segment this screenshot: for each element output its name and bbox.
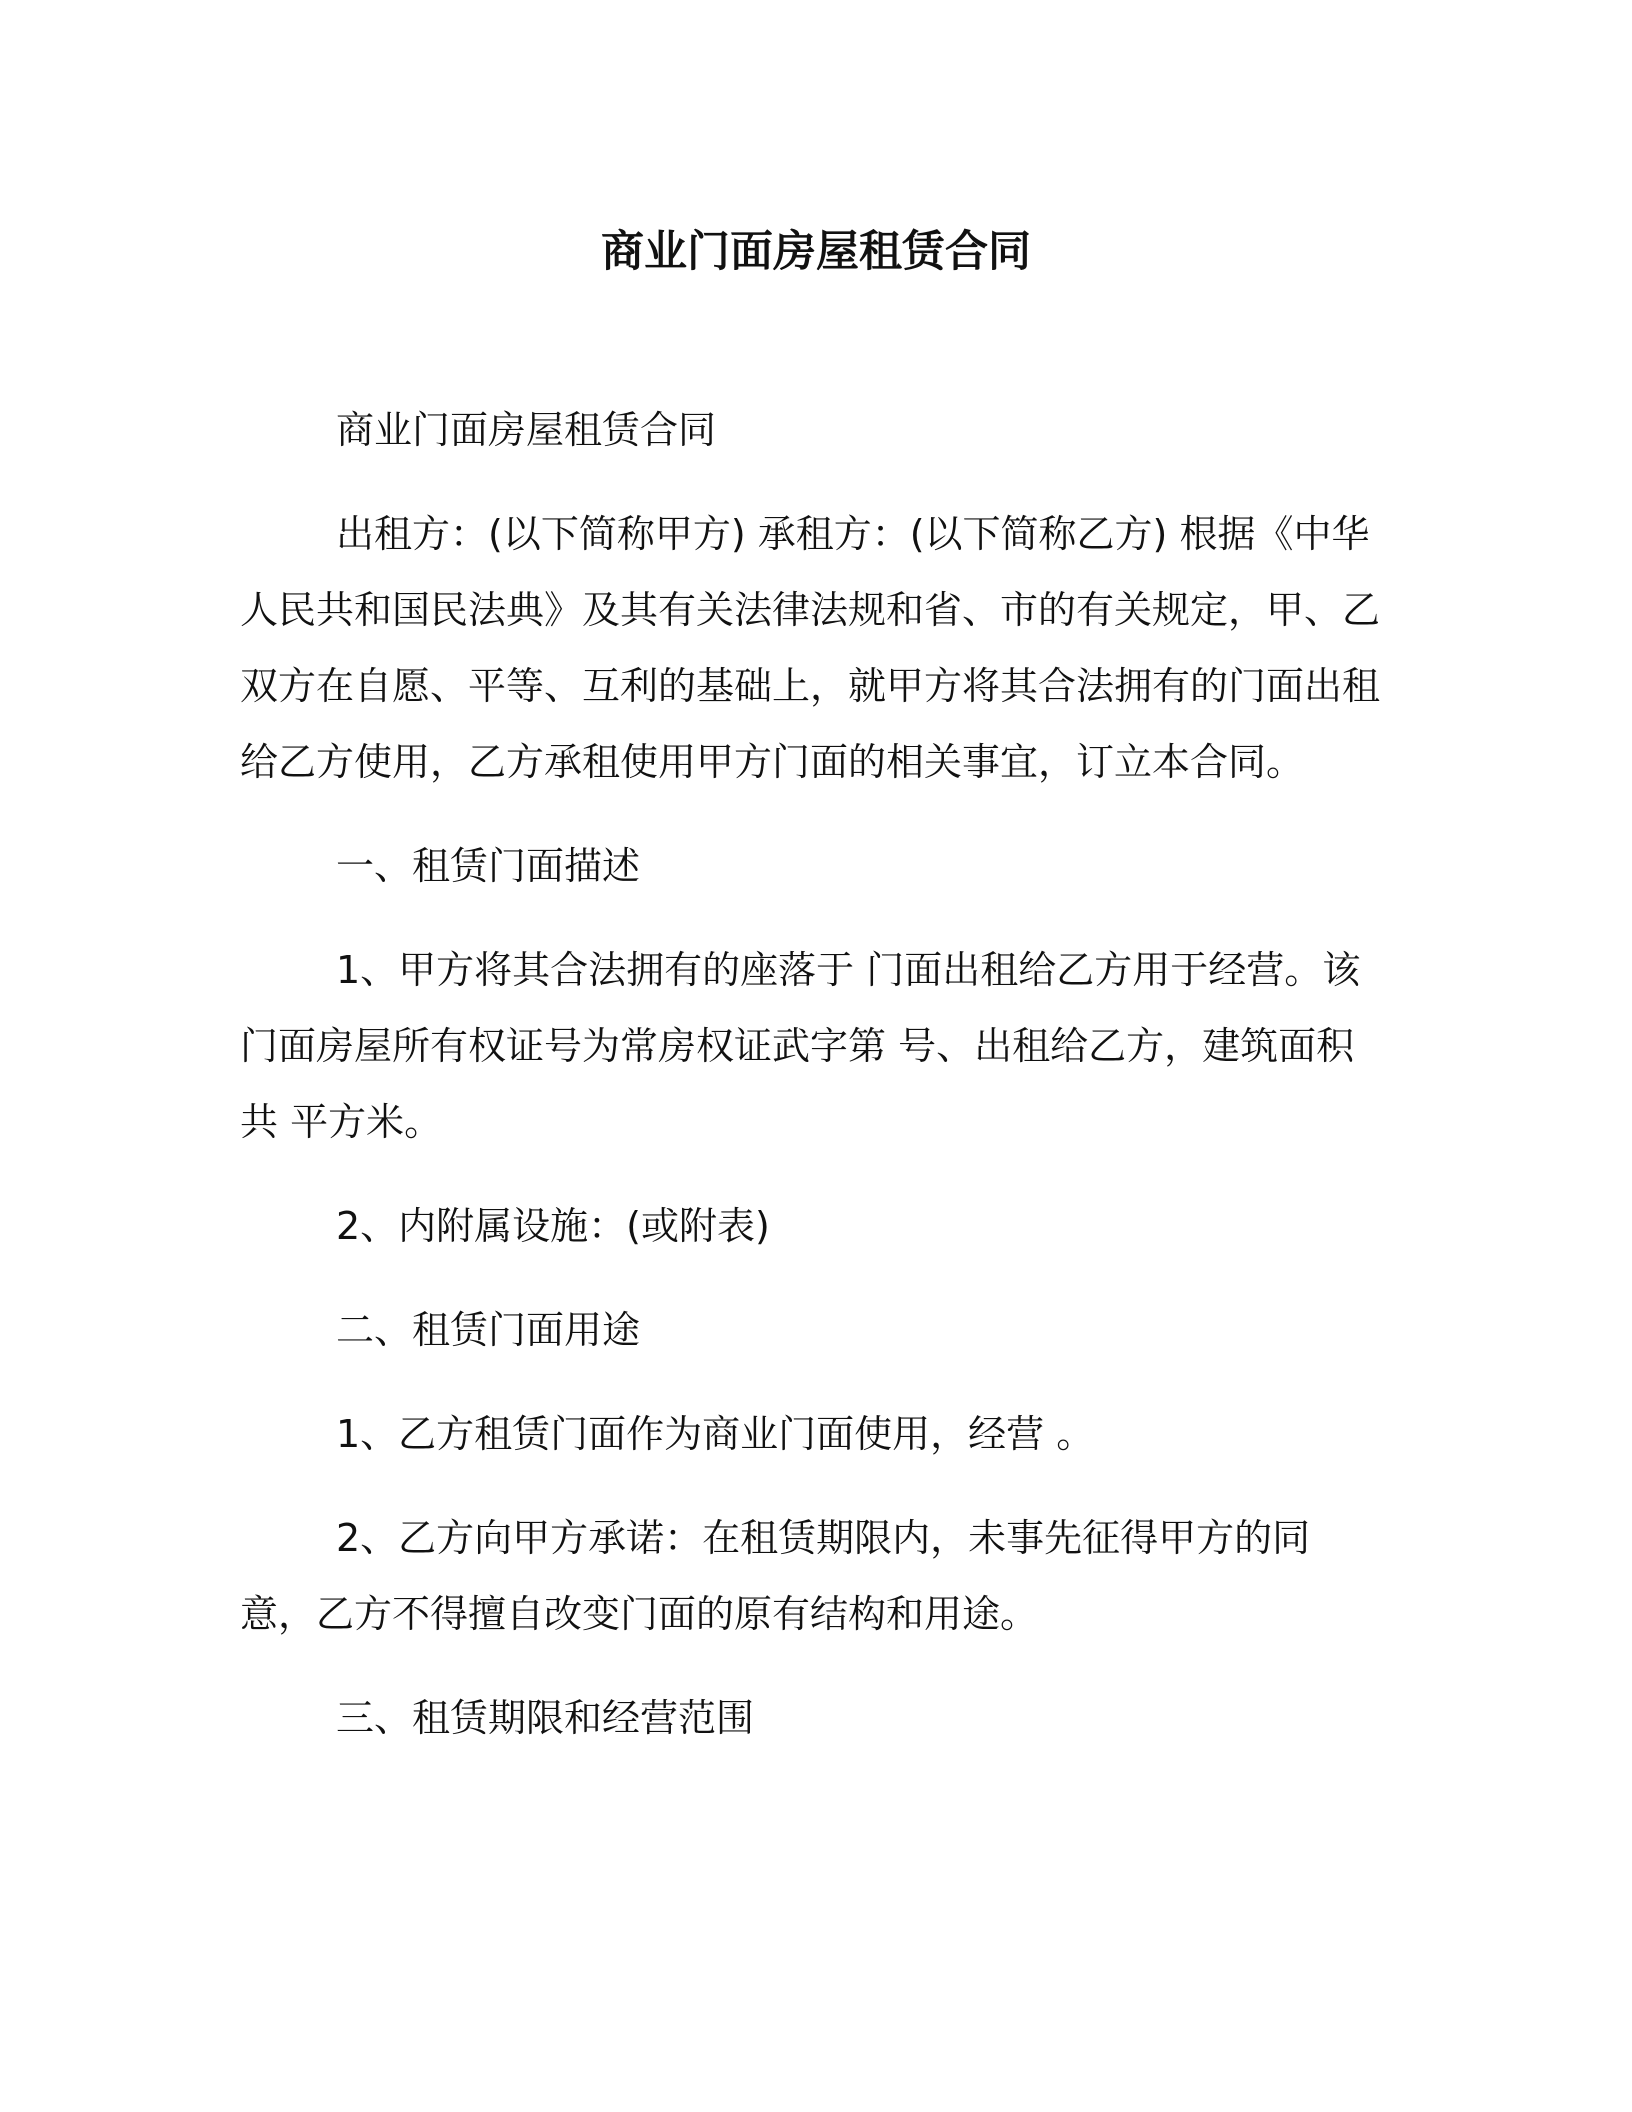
clause-2-1: 1、乙方租赁门面作为商业门面使用，经营 。 [336, 1412, 1095, 1456]
section-heading-1: 一、租赁门面描述 [336, 844, 641, 888]
subtitle-paragraph: 商业门面房屋租赁合同 [336, 408, 717, 452]
clause-2-2: 2、乙方向甲方承诺：在租赁期限内，未事先征得甲方的同意，乙方不得擅自改变门面的原有结构和用途。 [240, 1516, 1311, 1636]
document-title: 商业门面房屋租赁合同 [601, 227, 1031, 277]
clause-1-2: 2、内附属设施：(或附表) [336, 1204, 770, 1248]
section-heading-3: 三、租赁期限和经营范围 [336, 1696, 755, 1740]
parties-paragraph: 出租方：(以下简称甲方) 承租方：(以下简称乙方) 根据《中华人民共和国民法典》及其有关法律法规和省、市的有关规定，甲、乙双方在自愿、平等、互利的基础上，就甲方将其合法拥有的门面出租给乙方使用，乙方承租使用甲方门面的相关事宜，订立本合同。 [240, 512, 1381, 784]
section-heading-2: 二、租赁门面用途 [336, 1308, 641, 1352]
clause-1-1: 1、甲方将其合法拥有的座落于 门面出租给乙方用于经营。该门面房屋所有权证号为常房权证武字第 号、出租给乙方，建筑面积共 平方米。 [240, 948, 1361, 1144]
document-body [240, 392, 1385, 1784]
